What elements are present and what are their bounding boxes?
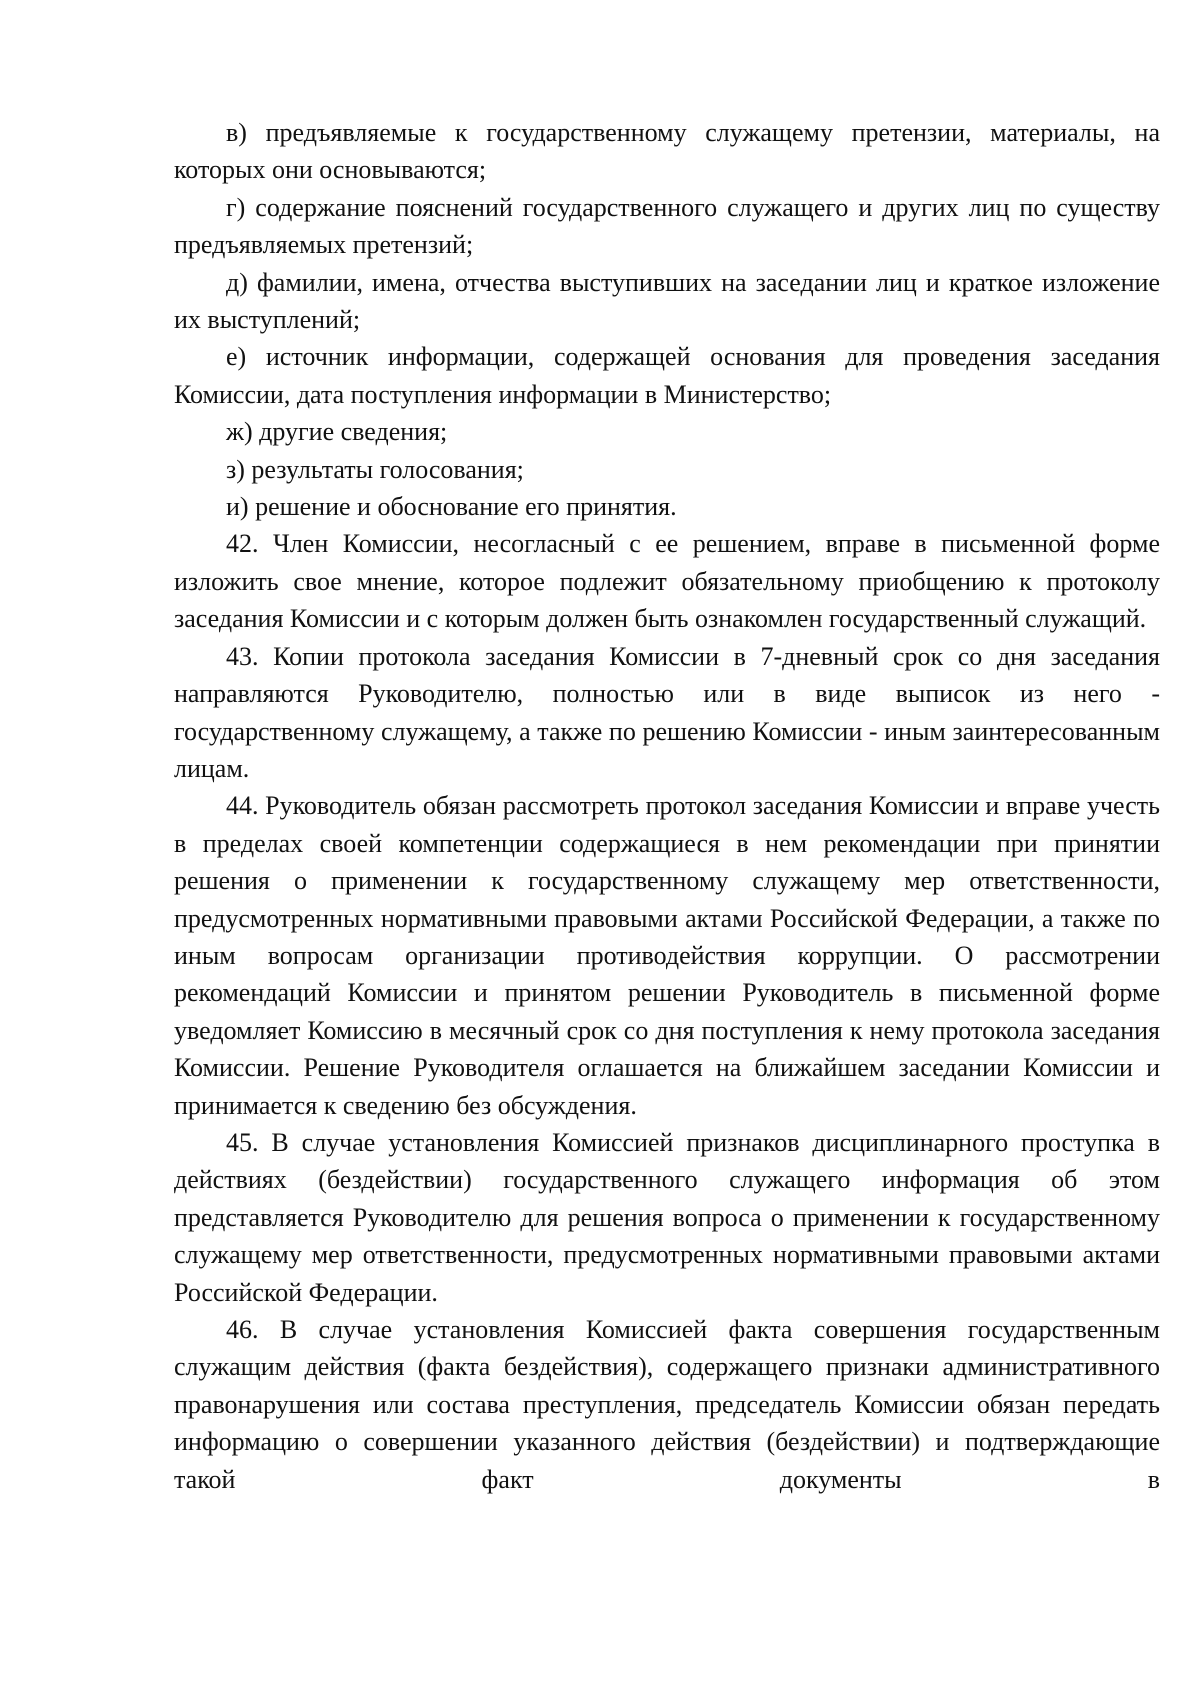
paragraph-item-g: г) содержание пояснений государственного служащего и других лиц по существу предъявляемых претензий; (174, 192, 1160, 260)
paragraph-clause-44: 44. Руководитель обязан рассмотреть протокол заседания Комиссии и вправе учесть в пределах своей компетенции содержащиеся в нем рекомендации при принятии решения о применении к государственному служащему мер ответственности, предусмотренных нормативными правовыми актами Российской Федерации, а также по иным вопросам организации противодействия коррупции. О рассмотрении рекомендаций Комиссии и принятом решении Руководитель в письменной форме уведомляет Комиссию в месячный срок со дня поступления к нему протокола заседания Комиссии. Решение Руководителя оглашается на ближайшем заседании Комиссии и принимается к сведению без обсуждения. (174, 791, 1160, 1120)
paragraph-clause-45: 45. В случае установления Комиссией признаков дисциплинарного проступка в действиях (бездействии) государственного служащего информация об этом представляется Руководителю для решения вопроса о применении к государственному служащему мер ответственности, предусмотренных нормативными правовыми актами Российской Федерации. (174, 1127, 1160, 1307)
paragraph-item-e: е) источник информации, содержащей основания для проведения заседания Комиссии, дата поступления информации в Министерство; (174, 342, 1160, 409)
paragraph-clause-46: 46. В случае установления Комиссией факта совершения государственным служащим действия (факта бездействия), содержащего признаки административного правонарушения или состава преступления, председатель Комиссии обязан передать информацию о совершении указанного действия (бездействии) и подтверждающие такой факт документы в (174, 1315, 1160, 1494)
paragraph-clause-43: 43. Копии протокола заседания Комиссии в 7-дневный срок со дня заседания направляются Руководителю, полностью или в виде выписок из него - государственному служащему, а также по решению Комиссии - иным заинтересованным лицам. (174, 641, 1160, 783)
paragraph-item-zh: ж) другие сведения; (226, 417, 448, 447)
document-page (174, 114, 1160, 1498)
paragraph-item-d: д) фамилии, имена, отчества выступивших на заседании лиц и краткое изложение их выступлений; (174, 267, 1160, 335)
paragraph-item-v: в) предъявляемые к государственному служащему претензии, материалы, на которых они основываются; (174, 118, 1160, 185)
paragraph-clause-42: 42. Член Комиссии, несогласный с ее решением, вправе в письменной форме изложить свое мнение, которое подлежит обязательному приобщению к протоколу заседания Комиссии и с которым должен быть ознакомлен государственный служащий. (174, 529, 1160, 634)
paragraph-item-i: и) решение и обоснование его принятия. (226, 492, 677, 522)
paragraph-item-z: з) результаты голосования; (226, 454, 524, 484)
